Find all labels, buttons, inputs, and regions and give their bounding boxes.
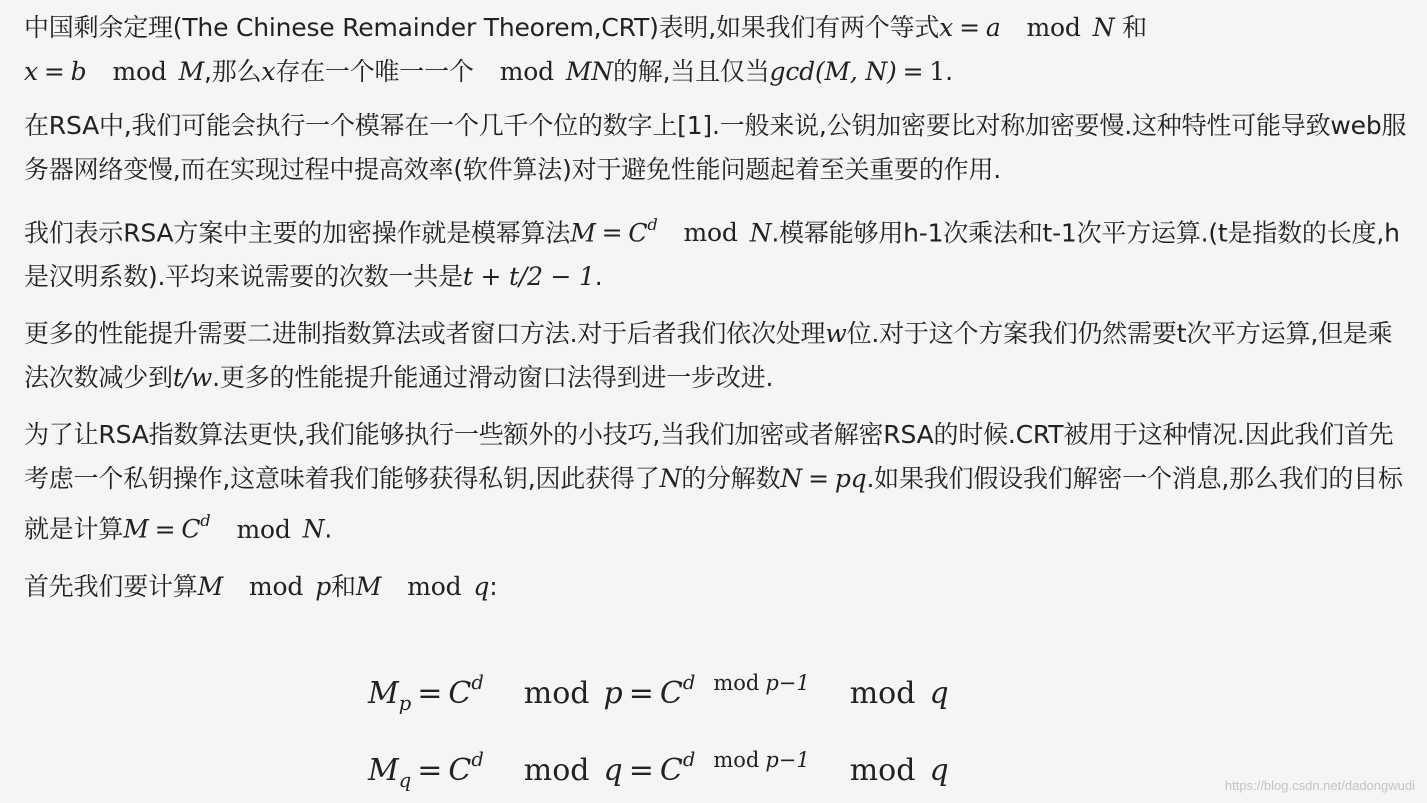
math-var: x (939, 13, 954, 42)
math-expression: t + t/2 − 1 (462, 262, 595, 292)
text-segment: .如果我们假设我们解密一个消息,那么我们的目标就是计算 (24, 464, 1403, 544)
math-var: C (181, 514, 201, 544)
math-mod: mod (236, 514, 291, 544)
math-var: p (315, 571, 331, 601)
math-var: x (24, 57, 38, 86)
math-var: w (825, 319, 847, 349)
math-mod: mod (683, 218, 738, 248)
math-mod: mod (499, 57, 554, 86)
math-subscript: q (398, 769, 412, 792)
paragraph-crt-rsa (24, 413, 1409, 551)
text-segment: 存在一个唯一一个 (275, 57, 474, 86)
math-superscript-exponent: p−1 (765, 748, 810, 773)
math-eq: = (808, 464, 829, 494)
math-gcd: gcd(M, N) (769, 57, 897, 86)
math-superscript-mod: mod (713, 748, 760, 773)
math-var: C (659, 753, 683, 788)
math-var: q (473, 571, 490, 601)
math-eq: = (417, 676, 443, 711)
paragraph-compute-intro (24, 565, 1409, 609)
math-exponent: d (647, 214, 658, 234)
text-segment: 位.对于这个方案我们仍然需要t次平方运算,但是乘法次数减少到 (24, 319, 1393, 393)
math-mod: mod (112, 57, 167, 86)
text-segment: 首先我们要计算 (24, 571, 198, 601)
text-segment: 为了让RSA指数算法更快,我们能够执行一些额外的小技巧,当我们加密或者解密RSA的时候.CRT被用于这种情况.因此我们首先考虑一个私钥操作,这意味着我们能够获得私钥,因此获得了 (24, 420, 1394, 494)
math-mod: mod (523, 753, 590, 788)
text-segment: 更多的性能提升需要二进制指数算法或者窗口方法.对于后者我们依次处理 (24, 319, 826, 349)
math-mod: mod (249, 571, 304, 601)
math-eq: = (902, 57, 924, 86)
math-eq: = (43, 57, 65, 86)
math-eq: = (959, 13, 980, 42)
text-segment: 的解,当且仅当 (612, 57, 770, 86)
math-exponent: d (682, 671, 696, 695)
math-superscript-mod: mod (713, 671, 760, 696)
text-segment: 和 (331, 571, 356, 601)
math-var: q (929, 676, 949, 711)
math-var: N (659, 464, 682, 494)
text-segment: ,那么 (204, 57, 262, 86)
math-var: M (368, 676, 399, 711)
math-var: M (368, 753, 399, 788)
text-segment: 中国剩余定理(The Chinese Remainder Theorem,CRT)表明,如果我们有两个等式 (24, 13, 940, 42)
math-var: M (197, 571, 224, 601)
math-var: b (70, 57, 87, 86)
math-var: MN (565, 57, 613, 86)
math-var: p (603, 676, 623, 711)
math-var: C (659, 676, 683, 711)
math-eq: = (154, 514, 176, 544)
text-segment: .更多的性能提升能通过滑动窗口法得到进一步改进. (212, 363, 774, 393)
text-segment: 我们表示RSA方案中主要的加密操作就是模幂算法 (24, 218, 571, 248)
text-segment: 和 (1122, 13, 1147, 42)
math-mod: mod (849, 676, 916, 711)
math-eq: = (417, 753, 443, 788)
math-number: 1 (929, 57, 946, 86)
paragraph-window-method (24, 312, 1409, 400)
math-exponent: d (200, 510, 211, 530)
math-var: q (603, 753, 623, 788)
math-var: pq (834, 464, 867, 494)
math-var: M (123, 514, 149, 544)
math-mod: mod (1026, 13, 1081, 42)
math-var: N (780, 464, 803, 494)
math-var: C (448, 753, 472, 788)
math-var: x (261, 57, 276, 86)
math-exponent: d (471, 748, 484, 772)
math-mod: mod (523, 676, 590, 711)
math-var: N (749, 218, 772, 248)
math-var: N (1092, 13, 1115, 42)
math-mod: mod (849, 753, 916, 788)
math-exponent: d (682, 748, 696, 772)
math-var: M (570, 218, 596, 248)
text-segment: : (489, 571, 498, 601)
math-exponent: d (471, 671, 484, 695)
equation-mq (368, 743, 949, 801)
text-segment: . (594, 262, 603, 292)
text-segment: . (324, 514, 333, 544)
math-mod: mod (407, 571, 462, 601)
text-segment: .模幂能够用h-1次乘法和t-1次平方运算.(t是指数的长度,h是汉明系数).平均来说需要的次数一共是 (24, 218, 1400, 292)
math-var: a (985, 13, 1001, 42)
math-var: C (448, 676, 472, 711)
text-segment: . (945, 57, 953, 86)
math-var: C (628, 218, 648, 248)
math-var: q (929, 753, 949, 788)
text-segment: 的分解数 (681, 464, 781, 494)
math-eq: = (628, 676, 654, 711)
math-var: M (178, 57, 205, 86)
math-superscript-exponent: p−1 (765, 671, 810, 696)
math-expression: t/w (172, 363, 213, 393)
math-eq: = (601, 218, 623, 248)
paragraph-rsa-performance: 在RSA中,我们可能会执行一个模幂在一个几千个位的数字上[1].一般来说,公钥加密要比对称加密要慢.这种特性可能导致web服务器网络变慢,而在实现过程中提高效率(软件算法)对于避免性能问题起着至关重要的作用. (24, 111, 1407, 184)
math-var: M (355, 571, 382, 601)
math-var: N (302, 514, 325, 544)
math-eq: = (628, 753, 654, 788)
math-subscript: p (398, 692, 412, 715)
paragraph-modular-exponentiation (24, 205, 1409, 299)
paragraph-crt-definition (24, 6, 1409, 94)
equation-mp (368, 666, 949, 724)
watermark: https://blog.csdn.net/dadongwudi (1224, 778, 1415, 793)
